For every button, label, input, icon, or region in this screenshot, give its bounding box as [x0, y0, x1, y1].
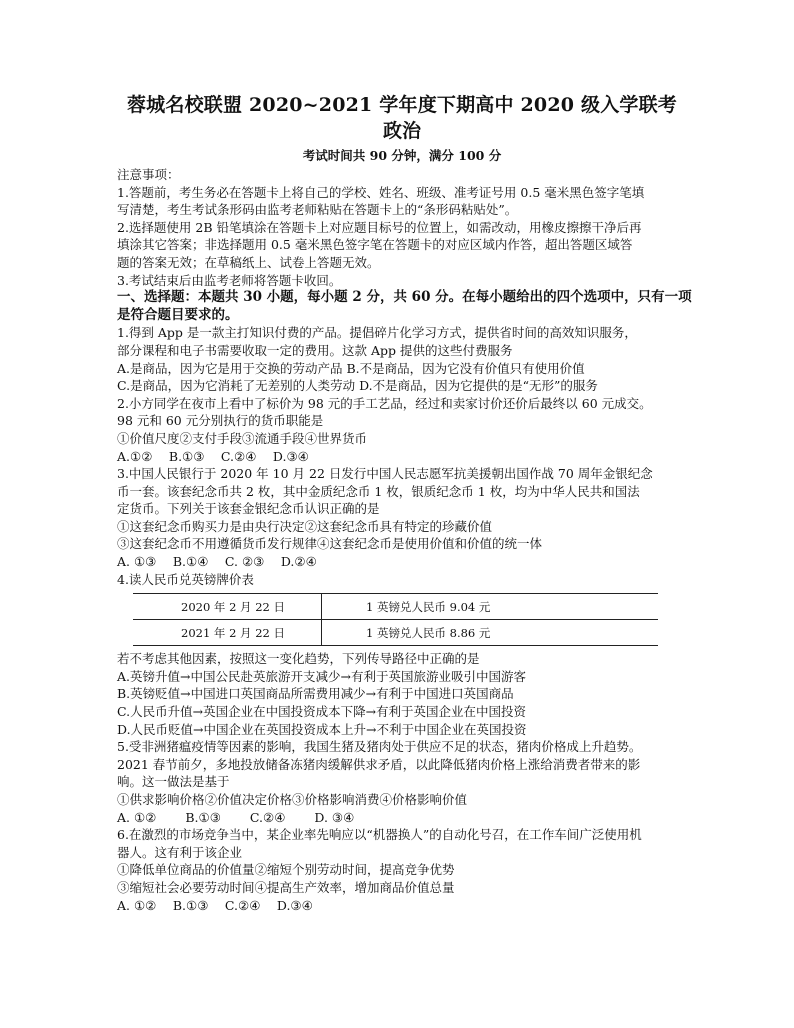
question-line: 98 元和 60 元分别执行的货币职能是 [117, 413, 324, 429]
question-line: 币一套。该套纪念币共 2 枚，其中金质纪念币 1 枚，银质纪念币 1 枚，均为中华人民共和国法 [117, 483, 640, 499]
question-line: 定货币。下列关于该套金银纪念币认识正确的是 [117, 501, 380, 517]
question-line: 响。这一做法是基于 [117, 774, 230, 790]
section-heading [117, 289, 692, 324]
option-line: ③缩短社会必要劳动时间④提高生产效率，增加商品价值总量 [117, 879, 455, 895]
notice-line: 2.选择题使用 2B 铅笔填涂在答题卡上对应题目标号的位置上，如需改动，用橡皮擦擦干净后再 [117, 219, 642, 235]
option-line: C.是商品，因为它消耗了无差别的人类劳动 D.不是商品，因为它提供的是“无形”的服务 [117, 378, 598, 394]
rate-date-cell: 2021 年 2 月 22 日 [133, 620, 322, 646]
question-line: 2021 春节前夕，多地投放储备冻猪肉缓解供求矛盾，以此降低猪肉价格上涨给消费者带来的影 [117, 756, 641, 772]
question-line: 6.在激烈的市场竞争当中，某企业率先响应以“机器换人”的自动化号召，在工作车间广泛使用机 [117, 827, 642, 843]
option-line: A.①② B.①③ C.②④ D.③④ [117, 448, 309, 464]
option-line: D.人民币贬值→中国企业在英国投资成本上升→不利于中国企业在英国投资 [117, 721, 527, 737]
section-heading-line: 是符合题目要求的。 [117, 306, 239, 323]
option-line: A.英镑升值→中国公民赴英旅游开支减少→有利于英国旅游业吸引中国游客 [117, 668, 526, 684]
notice-line: 题的答案无效；在草稿纸上、试卷上答题无效。 [117, 254, 380, 270]
rate-value-cell: 1 英镑兑人民币 9.04 元 [322, 594, 659, 620]
question-line: 5.受非洲猪瘟疫情等因素的影响，我国生猪及猪肉处于供应不足的状态，猪肉价格成上升趋势。 [117, 739, 642, 755]
section-heading-line: 一、选择题：本题共 30 小题，每小题 2 分，共 60 分。在每小题给出的四个选项中，只有一项 [117, 289, 692, 306]
exam-subject: 政治 [382, 120, 421, 142]
question-line: 4.读人民币兑英镑牌价表 [117, 571, 254, 587]
option-line: ③这套纪念币不用遵循货币发行规律④这套纪念币是使用价值和价值的统一体 [117, 536, 543, 552]
notice-block [117, 166, 687, 289]
question-line: 部分课程和电子书需要收取一定的费用。这款 App 提供的这些付费服务 [117, 342, 513, 358]
notice-line: 填涂其它答案；非选择题用 0.5 毫米黑色签字笔在答题卡的对应区域内作答，超出答题区域答 [117, 237, 633, 253]
option-line: C.人民币升值→英国企业在中国投资成本下降→有利于英国企业在中国投资 [117, 704, 527, 720]
option-line: ①供求影响价格②价值决定价格③价格影响消费④价格影响价值 [117, 792, 468, 807]
option-line: ①价值尺度②支付手段③流通手段④世界货币 [117, 430, 368, 446]
option-line: A. ①③ B.①④ C. ②③ D.②④ [117, 554, 317, 570]
table-row [133, 620, 658, 646]
exam-title: 蓉城名校联盟 2020~2021 学年度下期高中 2020 级入学联考 [126, 94, 678, 116]
option-line: A.是商品，因为它是用于交换的劳动产品 B.不是商品，因为它没有价值只有使用价值 [117, 360, 585, 376]
questions-1-4 [117, 324, 687, 588]
exchange-rate-table [133, 593, 658, 646]
exam-time-score: 考试时间共 90 分钟，满分 100 分 [302, 148, 502, 163]
notice-line: 注意事项： [117, 167, 180, 182]
question-line: 2.小方同学在夜市上看中了标价为 98 元的手工艺品，经过和卖家讨价还价后最终以 60 元成交。 [117, 395, 652, 411]
notice-line: 写清楚，考生考试条形码由监考老师粘贴在答题卡上的“条形码粘贴处”。 [117, 202, 518, 218]
rate-date-cell: 2020 年 2 月 22 日 [133, 594, 322, 620]
table-row [133, 594, 658, 620]
option-line: ①这套纪念币购买力是由央行决定②这套纪念币具有特定的珍藏价值 [117, 518, 493, 534]
questions-4-6 [117, 650, 687, 914]
option-line: ①降低单位商品的价值量②缩短个别劳动时间，提高竞争优势 [117, 862, 455, 878]
option-line: A. ①② B.①③ C.②④ D. ③④ [117, 809, 355, 825]
question-line: 3.中国人民银行于 2020 年 10 月 22 日发行中国人民志愿军抗美援朝出国作战 70 周年金银纪念 [117, 466, 653, 482]
exam-page [117, 92, 692, 914]
question-line: 若不考虑其他因素，按照这一变化趋势，下列传导路径中正确的是 [117, 651, 480, 667]
option-line: B.英镑贬值→中国进口英国商品所需费用减少→有利于中国进口英国商品 [117, 686, 514, 702]
notice-line: 1.答题前，考生务必在答题卡上将自己的学校、姓名、班级、准考证号用 0.5 毫米黑色签字笔填 [117, 184, 645, 200]
rate-value-cell: 1 英镑兑人民币 8.86 元 [322, 620, 659, 646]
option-line: A. ①② B.①③ C.②④ D.③④ [117, 897, 313, 913]
question-line: 器人。这有利于该企业 [117, 844, 243, 860]
notice-line: 3.考试结束后由监考老师将答题卡收回。 [117, 272, 342, 288]
question-line: 1.得到 App 是一款主打知识付费的产品。提倡碎片化学习方式，提供省时间的高效知识服务， [117, 325, 637, 341]
